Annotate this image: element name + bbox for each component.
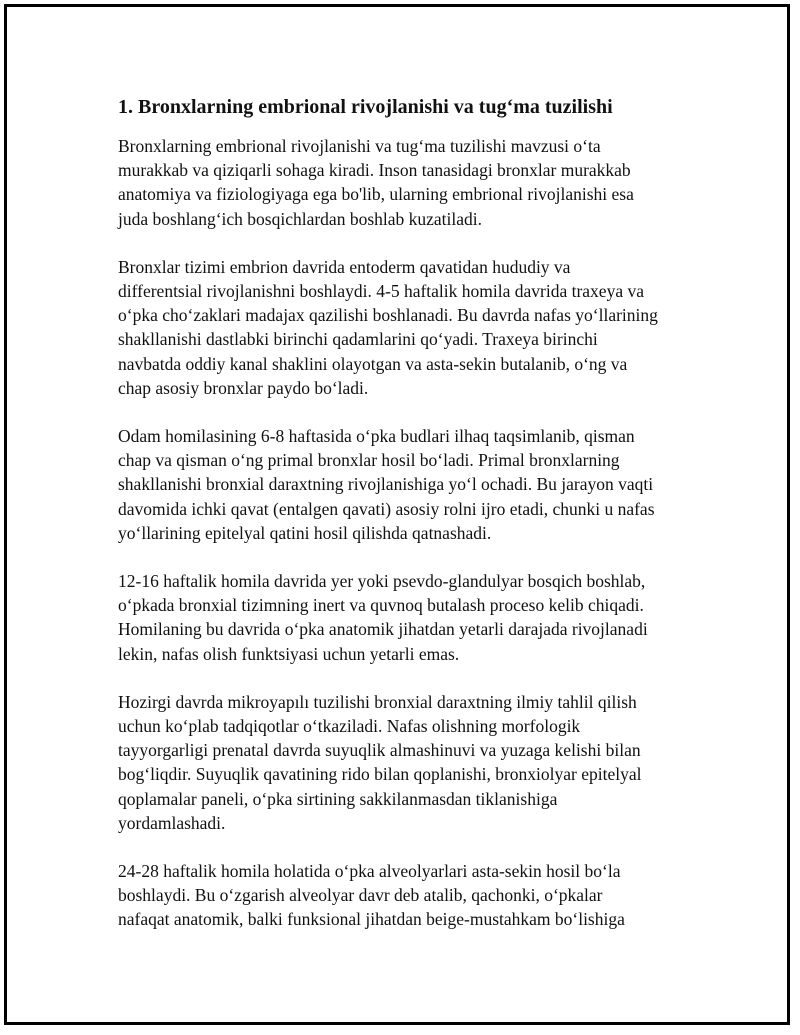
text-line: o‘pka cho‘zaklari madajax qazilishi boshlanadi. Bu davrda nafas yo‘llarining: [118, 305, 658, 326]
text-line: shakllanishi dastlabki birinchi qadamlarini qo‘yadi. Traxeya birinchi: [118, 329, 598, 350]
text-line: bog‘liqdir. Suyuqlik qavatining rido bilan qoplanishi, bronxiolyar epitelyal: [118, 764, 642, 785]
text-line: murakkab va qiziqarli sohaga kiradi. Inson tanasidagi bronxlar murakkab: [118, 160, 631, 181]
text-line: juda boshlang‘ich bosqichlardan boshlab kuzatiladi.: [118, 208, 483, 229]
text-line: anatomiya va fiziologiyaga ega bo'lib, ularning embrional rivojlanishi esa: [118, 184, 634, 205]
text-line: tayyorgarligi prenatal davrda suyuqlik almashinuvi va yuzaga kelishi bilan: [118, 740, 641, 761]
text-line: davomida ichki qavat (entalgen qavati) asosiy rolni ijro etadi, chunki u nafas: [118, 498, 655, 519]
text-line: Bronxlar tizimi embrion davrida entoderm qavatidan hududiy va: [118, 256, 571, 277]
section-heading: 1. Bronxlarning embrional rivojlanishi va tug‘ma tuzilishi: [118, 96, 613, 118]
text-line: nafaqat anatomik, balki funksional jihatdan beige-mustahkam bo‘lishiga: [118, 909, 625, 930]
text-line: o‘pkada bronxial tizimning inert va quvnoq butalash proceso kelib chiqadi.: [118, 595, 644, 616]
text-line: qoplamalar paneli, o‘pka sirtining sakkilanmasdan tiklanishiga: [118, 788, 558, 809]
paragraph: [118, 690, 678, 835]
text-line: chap asosiy bronxlar paydo bo‘ladi.: [118, 377, 369, 398]
text-line: lekin, nafas olish funktsiyasi uchun yetarli emas.: [118, 643, 460, 664]
text-line: differentsial rivojlanishni boshlaydi. 4-5 haftalik homila davrida traxeya va: [118, 281, 644, 302]
paragraph: [118, 134, 678, 231]
paragraph: [118, 255, 678, 400]
text-line: Bronxlarning embrional rivojlanishi va tug‘ma tuzilishi mavzusi o‘ta: [118, 136, 601, 156]
text-line: 12-16 haftalik homila davrida yer yoki psevdo-glandulyar bosqich boshlab,: [118, 571, 646, 592]
text-line: Homilaning bu davrida o‘pka anatomik jihatdan yetarli darajada rivojlanadi: [118, 619, 648, 640]
text-line: boshlaydi. Bu o‘zgarish alveolyar davr deb atalib, qachonki, o‘pkalar: [118, 885, 603, 906]
text-line: uchun ko‘plab tadqiqotlar o‘tkaziladi. Nafas olishning morfologik: [118, 716, 581, 737]
text-line: Odam homilasining 6-8 haftasida o‘pka budlari ilhaq taqsimlanib, qisman: [118, 426, 635, 447]
paragraph: [118, 569, 678, 666]
paragraph: [118, 424, 678, 545]
paragraph-list: [118, 134, 678, 932]
paragraph: [118, 859, 678, 932]
text-line: chap va qisman o‘ng primal bronxlar hosil bo‘ladi. Primal bronxlarning: [118, 450, 620, 471]
text-line: navbatda oddiy kanal shaklini olayotgan va asta-sekin butalanib, o‘ng va: [118, 353, 628, 374]
text-line: 24-28 haftalik homila holatida o‘pka alveolyarlari asta-sekin hosil bo‘la: [118, 861, 621, 882]
text-line: shakllanishi bronxial daraxtning rivojlanishiga yo‘l ochadi. Bu jarayon vaqti: [118, 474, 654, 495]
text-line: yordamlashadi.: [118, 812, 226, 833]
document-body: [118, 94, 678, 956]
text-line: Hozirgi davrda mikroyapılı tuzilishi bronxial daraxtning ilmiy tahlil qilish: [118, 691, 637, 712]
text-line: yo‘llarining epitelyal qatini hosil qilishda qatnashadi.: [118, 522, 492, 543]
